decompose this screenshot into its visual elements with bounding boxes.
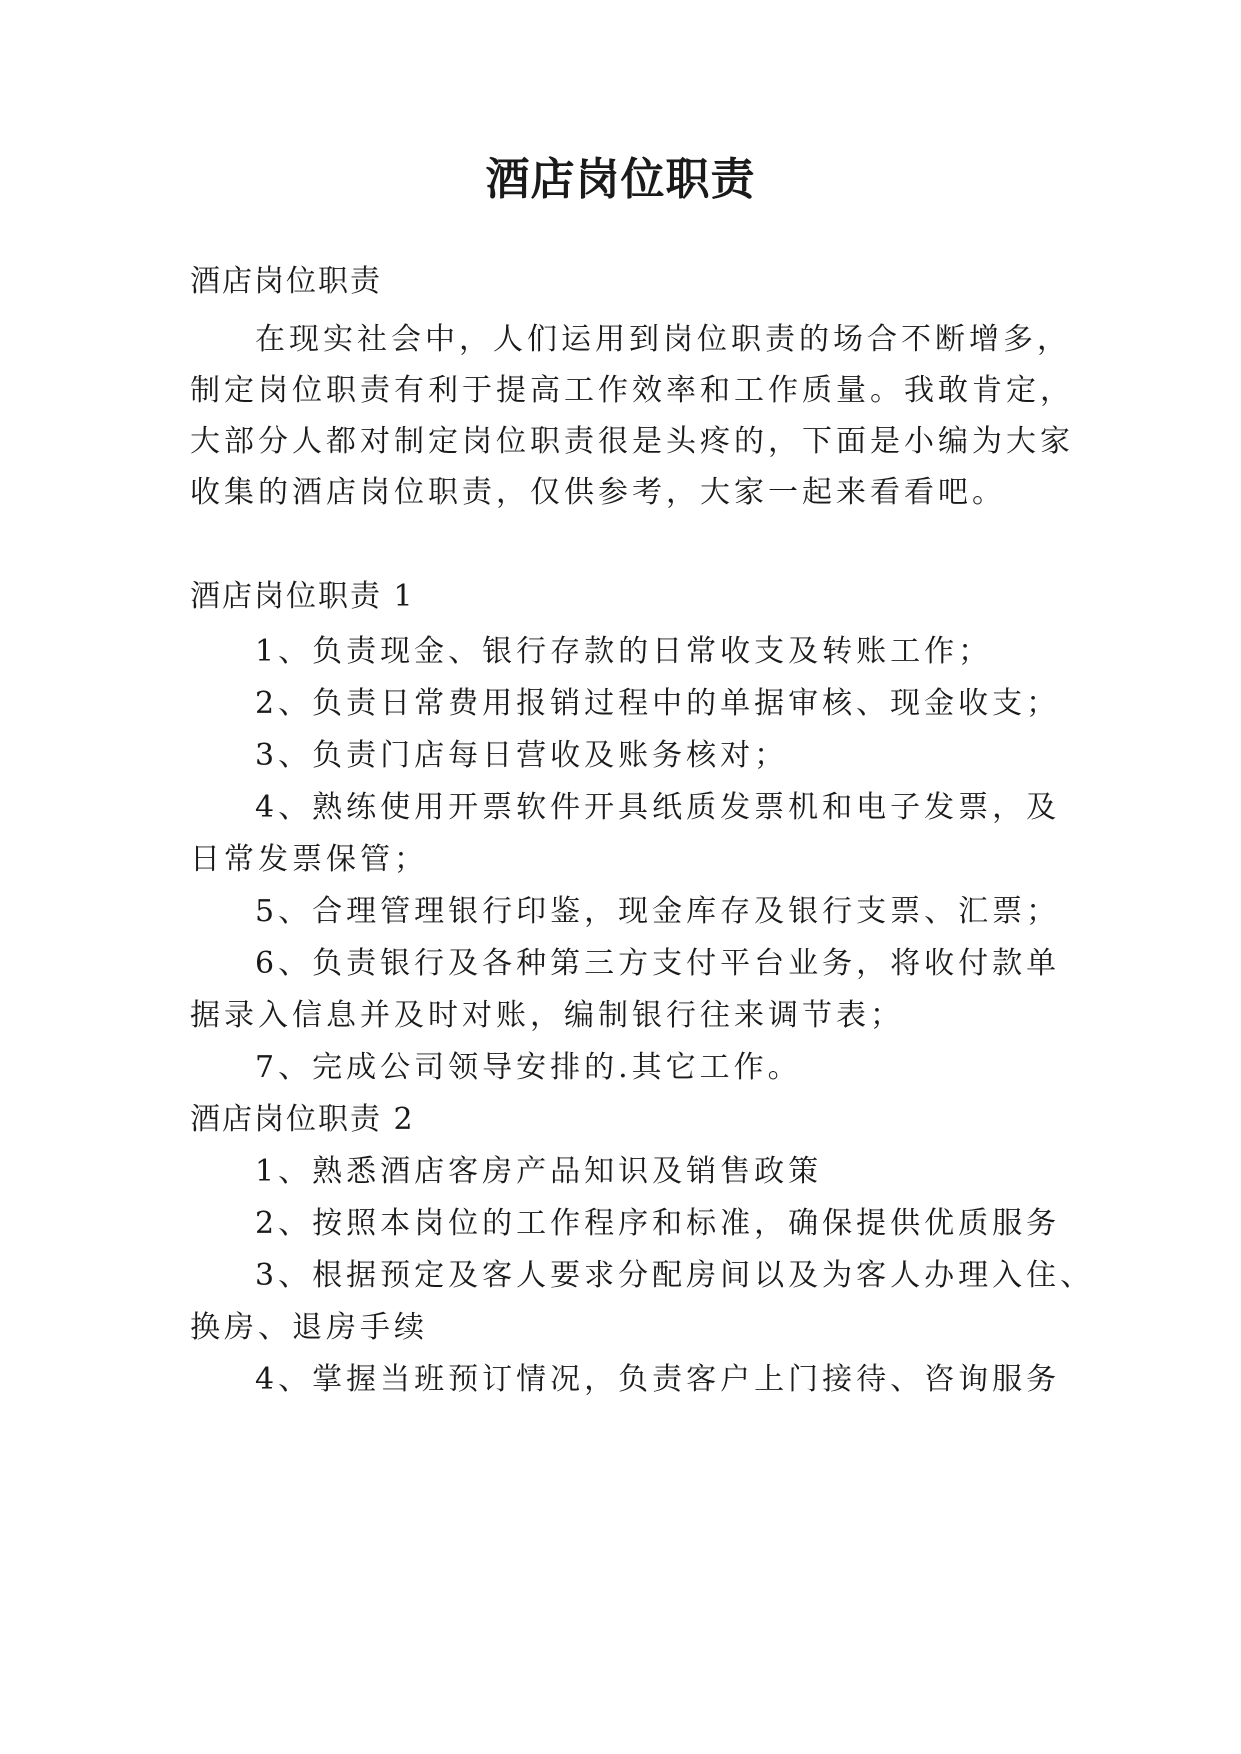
section2-item: 4、掌握当班预订情况，负责客户上门接待、咨询服务: [255, 1362, 1061, 1397]
section2-heading: 酒店岗位职责 2: [190, 1102, 415, 1137]
intro-line: 在现实社会中，人们运用到岗位职责的场合不断增多，: [255, 322, 1071, 357]
section2-item-continued: 换房、退房手续: [190, 1310, 428, 1345]
intro-heading: 酒店岗位职责: [190, 264, 382, 299]
section1-item: 1、负责现金、银行存款的日常收支及转账工作；: [255, 634, 993, 669]
section1-item: 7、完成公司领导安排的.其它工作。: [255, 1050, 802, 1085]
section2-item: 1、熟悉酒店客房产品知识及销售政策: [255, 1154, 823, 1189]
section1-item: 4、熟练使用开票软件开具纸质发票机和电子发票，及: [255, 790, 1061, 825]
section2-item: 2、按照本岗位的工作程序和标准，确保提供优质服务: [255, 1206, 1061, 1241]
section1-heading: 酒店岗位职责 1: [190, 579, 415, 614]
section1-item-continued: 日常发票保管；: [190, 842, 428, 877]
section1-item: 5、合理管理银行印鉴，现金库存及银行支票、汇票；: [255, 894, 1061, 929]
section1-item: 3、负责门店每日营收及账务核对；: [255, 738, 789, 773]
intro-line: 大部分人都对制定岗位职责很是头疼的，下面是小编为大家: [190, 424, 1074, 459]
intro-line: 收集的酒店岗位职责，仅供参考，大家一起来看看吧。: [190, 475, 1006, 510]
section1-item: 6、负责银行及各种第三方支付平台业务，将收付款单: [255, 946, 1061, 981]
intro-line: 制定岗位职责有利于提高工作效率和工作质量。我敢肯定，: [190, 373, 1074, 408]
section1-item-continued: 据录入信息并及时对账，编制银行往来调节表；: [190, 998, 904, 1033]
document-title: 酒店岗位职责: [485, 154, 756, 205]
section1-item: 2、负责日常费用报销过程中的单据审核、现金收支；: [255, 686, 1061, 721]
section2-item: 3、根据预定及客人要求分配房间以及为客人办理入住、: [255, 1258, 1095, 1293]
